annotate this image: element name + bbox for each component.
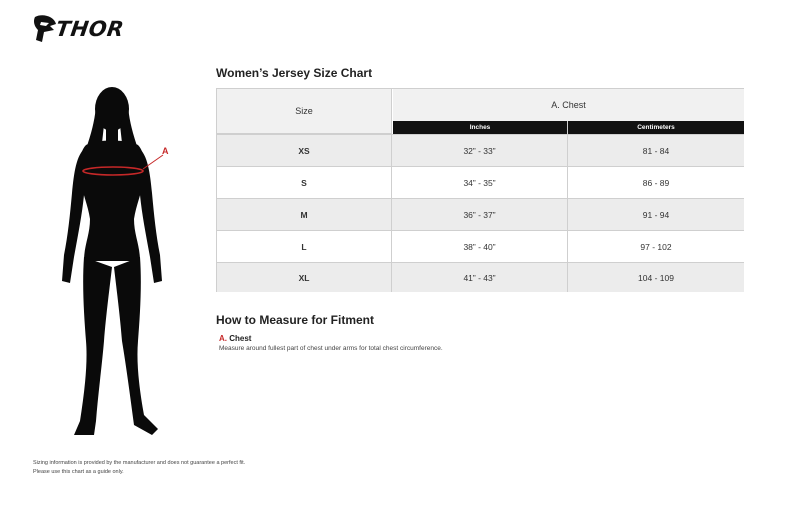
measure-item-chest xyxy=(219,334,251,343)
inches-subheader: Inches xyxy=(393,121,568,134)
table-row xyxy=(217,262,744,292)
disclaimer-line-2: Please use this chart as a guide only. xyxy=(33,469,124,475)
centimeters-cell: 97 - 102 xyxy=(640,241,672,252)
size-column-header: Size xyxy=(217,89,392,134)
inches-cell: 41” - 43” xyxy=(392,263,568,292)
centimeters-cell: 91 - 94 xyxy=(642,209,670,220)
table-row xyxy=(217,198,744,230)
measure-item-name: Chest xyxy=(229,334,252,343)
centimeters-cell: 104 - 109 xyxy=(638,272,674,283)
chest-marker-label: A xyxy=(162,146,169,156)
inches-cell: 32” - 33” xyxy=(392,135,568,166)
inches-cell: 36” - 37” xyxy=(392,199,568,230)
table-row xyxy=(217,166,744,198)
size-chart-table xyxy=(216,88,744,292)
inches-cell: 38” - 40” xyxy=(392,231,568,262)
disclaimer-line-1: Sizing information is provided by the manufacturer and does not guarantee a perfect fit. xyxy=(33,460,246,466)
centimeters-cell: 86 - 89 xyxy=(642,177,670,188)
table-row xyxy=(217,134,744,166)
size-cell: XS xyxy=(217,135,392,166)
size-cell: S xyxy=(217,167,392,198)
chest-column-header: A. Chest xyxy=(393,89,744,121)
female-silhouette xyxy=(50,85,180,441)
size-cell: XL xyxy=(217,263,392,292)
centimeters-cell: 81 - 84 xyxy=(642,145,670,156)
centimeters-subheader: Centimeters xyxy=(568,121,744,134)
thor-logo[interactable] xyxy=(32,14,140,48)
how-to-measure-title: How to Measure for Fitment xyxy=(216,313,375,327)
brand-wordmark: THOR xyxy=(54,17,126,41)
size-chart-title: Women’s Jersey Size Chart xyxy=(216,66,373,80)
size-cell: M xyxy=(217,199,392,230)
size-cell: L xyxy=(217,231,392,262)
sizing-disclaimer xyxy=(33,459,245,477)
inches-cell: 34” - 35” xyxy=(392,167,568,198)
measure-item-letter: A. xyxy=(219,334,227,343)
measure-item-description: Measure around fullest part of chest under arms for total chest circumference. xyxy=(219,345,443,352)
table-row xyxy=(217,230,744,262)
